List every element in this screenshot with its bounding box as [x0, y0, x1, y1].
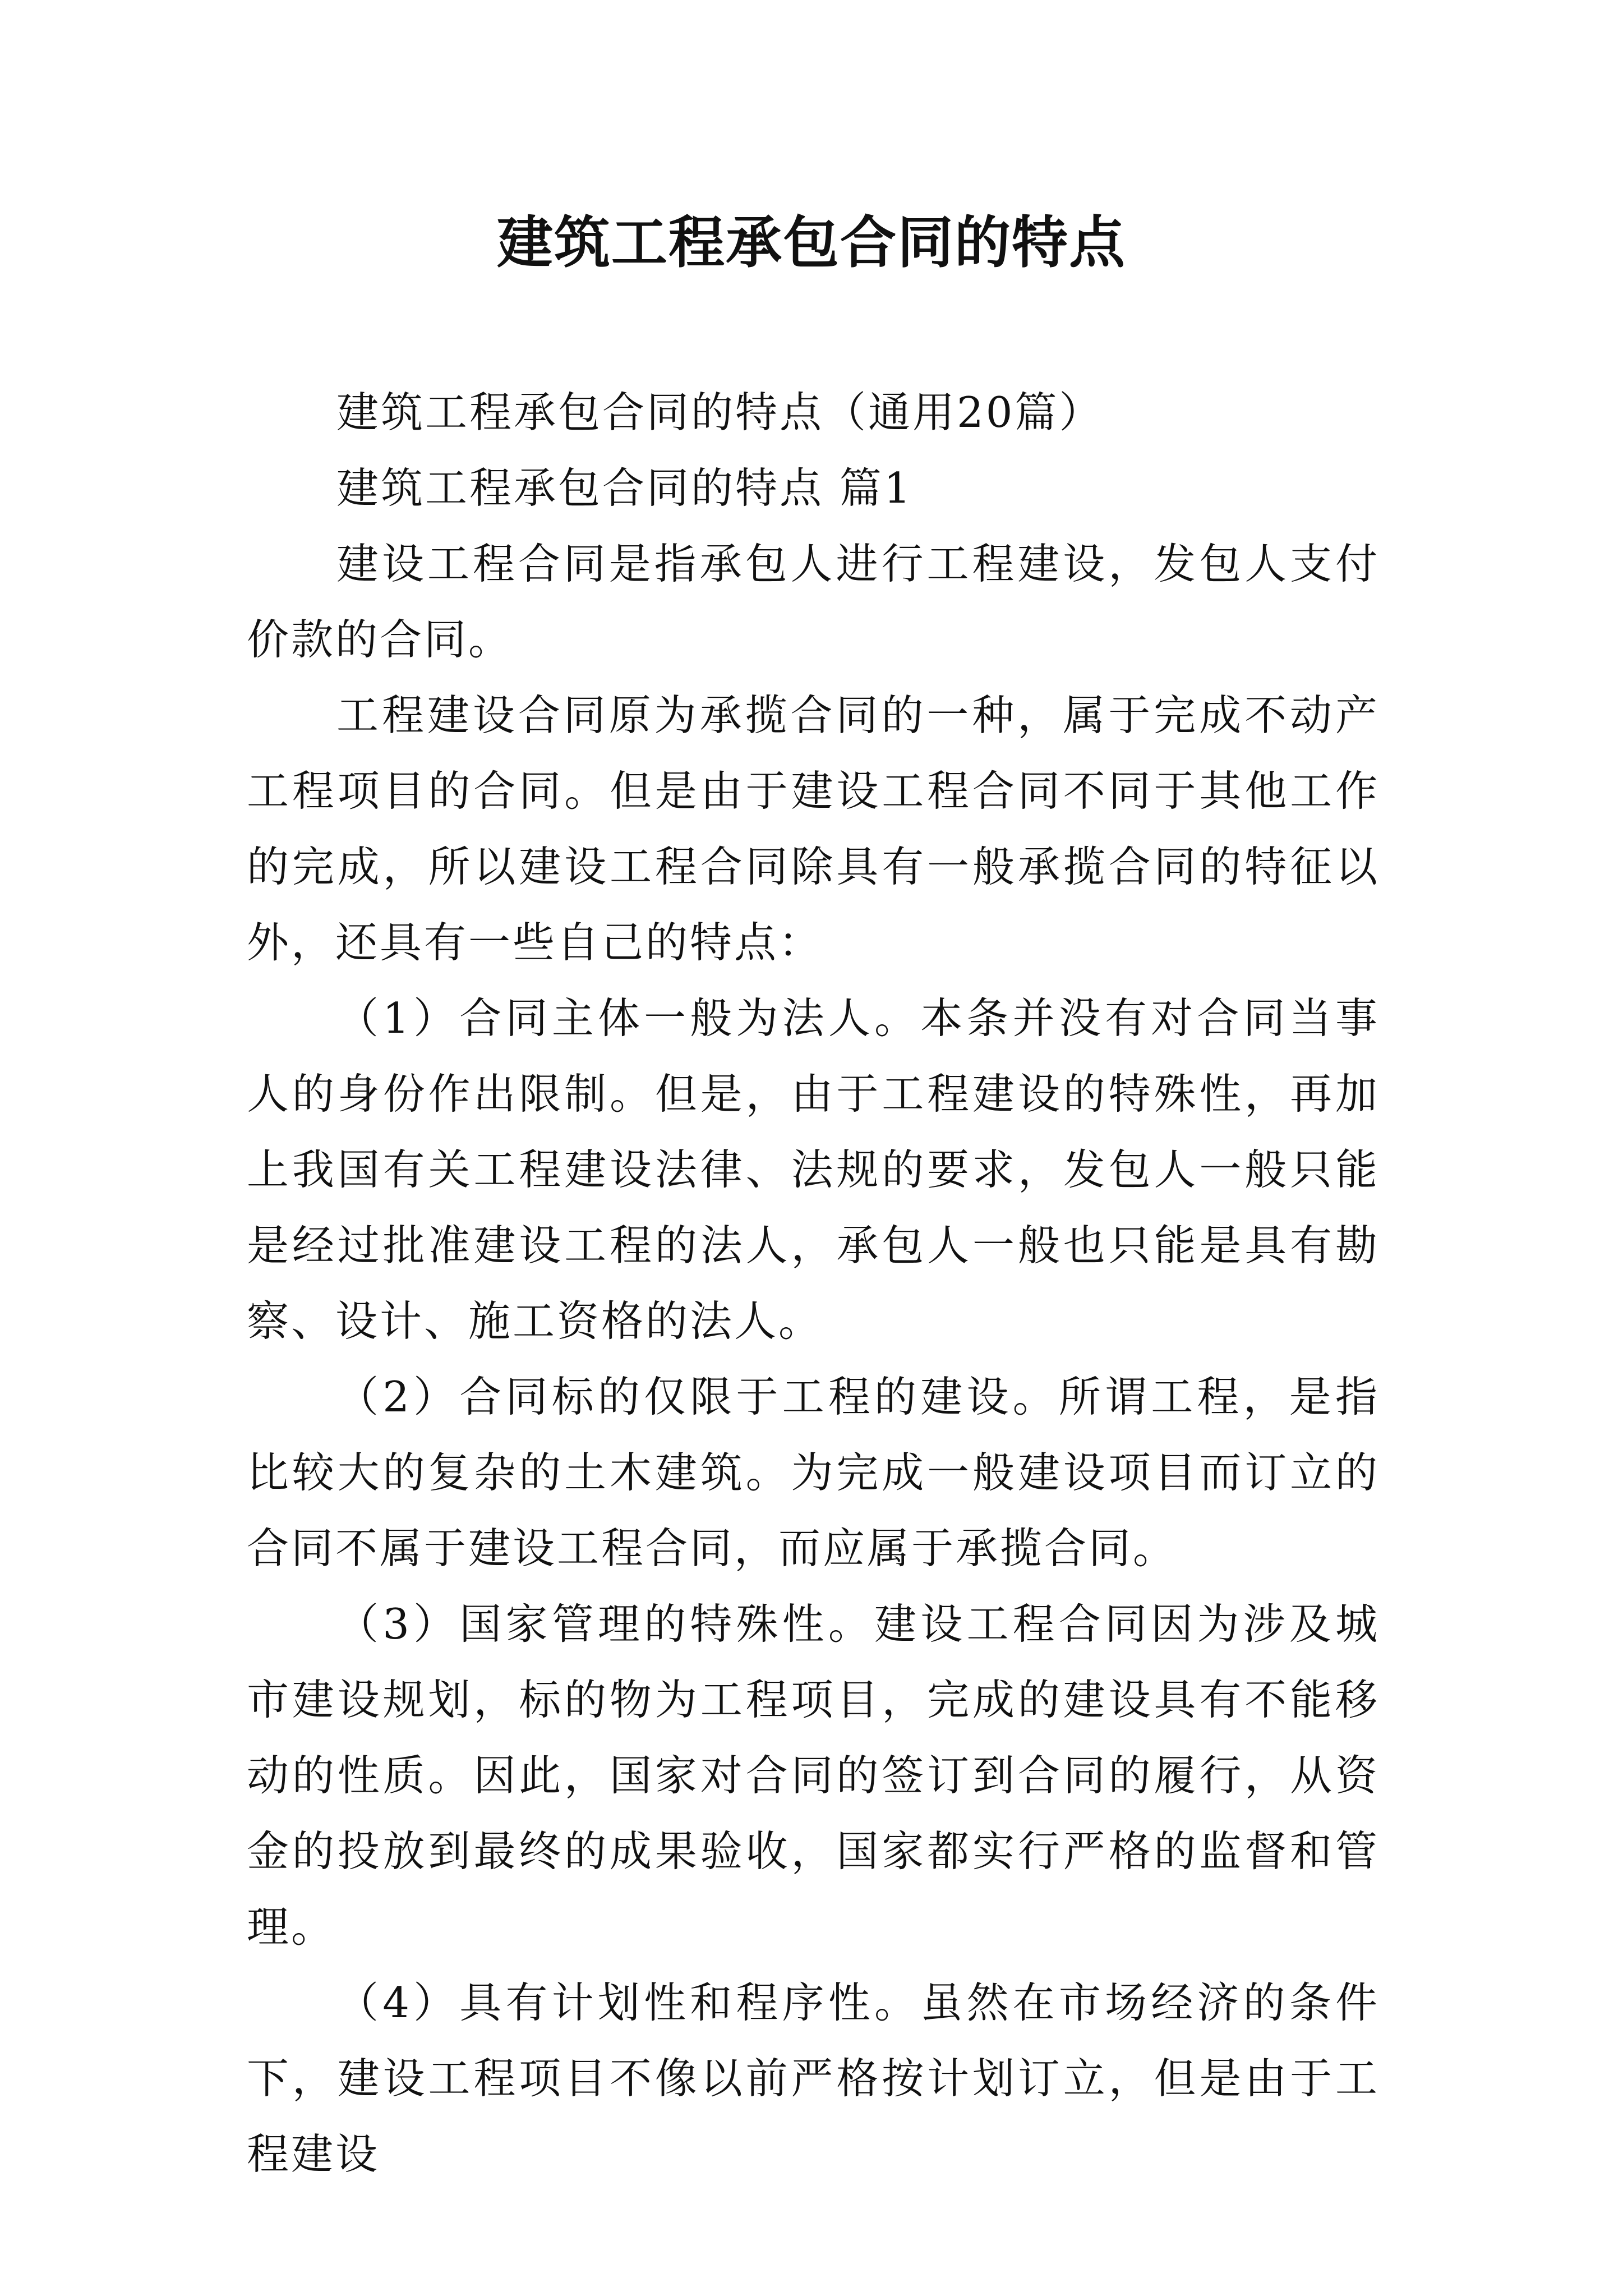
paragraph-section-heading: 建筑工程承包合同的特点 篇1 — [336, 463, 913, 513]
paragraph-item-3: （3）国家管理的特殊性。建设工程合同因为涉及城市建设规划，标的物为工程项目，完成的建设具有不能移动的性质。因此，国家对合同的签订到合同的履行，从资金的投放到最终的成果验收，国家都实行严格的监督和管理。 — [247, 1599, 1380, 1952]
paragraph-item-1: （1）合同主体一般为法人。本条并没有对合同当事人的身份作出限制。但是，由于工程建设的特殊性，再加上我国有关工程建设法律、法规的要求，发包人一般只能是经过批准建设工程的法人，承包人一般也只能是具有勘察、设计、施工资格的法人。 — [247, 993, 1380, 1346]
paragraph: 工程建设合同原为承揽合同的一种，属于完成不动产工程项目的合同。但是由于建设工程合同不同于其他工作的完成，所以建设工程合同除具有一般承揽合同的特征以外，还具有一些自己的特点： — [247, 691, 1380, 967]
paragraph-item-2: （2）合同标的仅限于工程的建设。所谓工程，是指比较大的复杂的土木建筑。为完成一般建设项目而订立的合同不属于建设工程合同，而应属于承揽合同。 — [247, 1372, 1380, 1573]
paragraph-item-4: （4）具有计划性和程序性。虽然在市场经济的条件下，建设工程项目不像以前严格按计划订立，但是由于工程建设 — [247, 1978, 1380, 2179]
document-title: 建筑工程承包合同的特点 — [497, 209, 1126, 275]
paragraph-subtitle: 建筑工程承包合同的特点（通用20篇） — [336, 388, 1104, 437]
paragraph: 建设工程合同是指承包人进行工程建设，发包人支付价款的合同。 — [247, 539, 1380, 664]
document-body — [247, 375, 1380, 2192]
